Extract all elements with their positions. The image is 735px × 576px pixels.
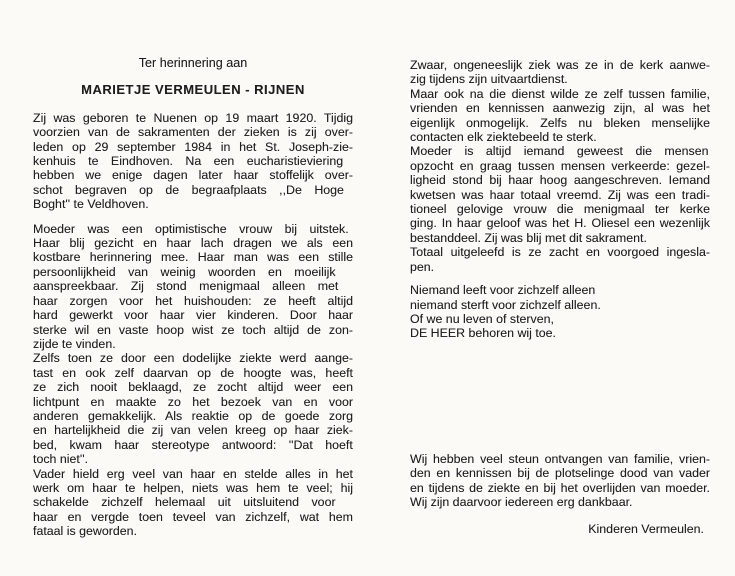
- text-line: toch niet''.: [33, 452, 89, 467]
- text-line: contacten elk ziektebeeld te sterk.: [410, 130, 597, 145]
- text-line: persoonlijkheid van weinig woorden en moeilijk: [33, 264, 336, 279]
- text-line: den en kennissen bij de plotselinge dood van vader: [410, 466, 710, 481]
- text-line: haar zorgen voor het huishouden: ze heeft altijd: [33, 293, 353, 308]
- text-line: Zij was geboren te Nuenen op 19 maart 1920. Tijdig: [33, 110, 353, 125]
- text-line: ging. In haar geloof was het H. Oliesel een wezenlijk: [410, 216, 710, 231]
- text-line: Zwaar, ongeneeslijk ziek was ze in de kerk aanwe-: [410, 58, 710, 72]
- text-line: Wij hebben veel steun ontvangen van familie, vrien-: [410, 451, 710, 466]
- acknowledgement-paragraph: [410, 452, 710, 510]
- memories-paragraph: [33, 222, 353, 539]
- text-line: kwetsen was haar totaal vreemd. Zij was een tradi-: [410, 187, 710, 202]
- text-line: haar en vergde toen teveel van zichzelf, wat hem: [33, 509, 353, 524]
- text-line: bestanddeel. Zij was blij met dit sakrament.: [410, 230, 647, 245]
- text-line: Wij zijn daarvoor iedereen erg dankbaar.: [410, 494, 633, 509]
- text-line: pen.: [410, 259, 435, 274]
- text-line: tast en ook zelf daarvan op de hoogte was, heeft: [33, 365, 353, 380]
- text-line: hebben we enige dagen later haar stoffelijk over-: [33, 168, 353, 183]
- text-line: schakelde zichzelf helemaal uit uitsluitend voor: [33, 495, 336, 510]
- memorial-header: Ter herinnering aan: [138, 56, 248, 70]
- left-column: [33, 56, 353, 539]
- text-line: eigenlijk onmogelijk. Zelfs nu bleken menselijke: [410, 115, 710, 130]
- text-line: sterke wil en vaste hoop wist ze toch altijd de zon-: [33, 322, 353, 337]
- scripture-verse: [410, 283, 710, 341]
- deceased-name-title: MARIETJE VERMEULEN - RIJNEN: [81, 82, 305, 98]
- text-line: zig tijdens zijn uitvaartdienst.: [410, 72, 568, 87]
- text-line: Maar ook na die dienst wilde ze zelf tussen familie,: [410, 86, 710, 101]
- biography-paragraph: [33, 111, 353, 212]
- text-line: Totaal uitgeleefd is ze zacht en voorgoed ingesla-: [410, 245, 710, 260]
- text-line: opzocht en graag tussen mensen verkeerde: gezel-: [410, 158, 710, 173]
- text-line: kostbare herinnering mee. Haar man was een stille: [33, 250, 353, 265]
- text-line: Of we nu leven of sterven,: [410, 311, 554, 326]
- text-line: Haar blij gezicht en haar lach dragen we als een: [33, 236, 353, 251]
- right-column: [410, 58, 710, 537]
- text-line: lichtpunt en maakte zo het bezoek van en voor: [33, 394, 353, 409]
- text-line: Boght'' te Veldhoven.: [33, 197, 149, 212]
- text-line: zijde te vinden.: [33, 336, 116, 351]
- text-line: Vader hield erg veel van haar en stelde alles in het: [33, 466, 353, 481]
- text-line: Zelfs toen ze door een dodelijke ziekte werd aange-: [33, 351, 353, 366]
- text-line: bed, kwam haar stereotype antwoord: ''Dat hoeft: [33, 437, 353, 452]
- signature-line: Kinderen Vermeulen.: [588, 522, 704, 537]
- text-line: aanspreekbaar. Zij stond menigmaal alleen met: [33, 279, 339, 294]
- text-line: werk om haar te helpen, niets was hem te veel; hij: [33, 480, 353, 495]
- text-line: anderen gemakkelijk. Als reaktie op de goede zorg: [33, 408, 353, 423]
- text-line: schot begraven op de begraafplaats ,,De Hoge: [33, 182, 344, 197]
- funeral-paragraph: [410, 58, 710, 274]
- text-line: tioneel gelovige vrouw die menigmaal ter kerke: [410, 202, 710, 217]
- text-line: Moeder is altijd iemand geweest die mensen: [410, 144, 709, 159]
- text-line: vrienden en kennissen aanwezig zijn, al was het: [410, 101, 710, 116]
- text-line: niemand sterft voor zichzelf alleen.: [410, 297, 601, 312]
- text-line: fataal is geworden.: [33, 524, 138, 539]
- text-line: Moeder was een optimistische vrouw bij uitstek.: [33, 221, 349, 236]
- text-line: en tijdens de ziekte en bij het overlijden van moeder.: [410, 480, 710, 495]
- text-line: DE HEER behoren wij toe.: [410, 326, 557, 341]
- text-line: Niemand leeft voor zichzelf alleen: [410, 283, 596, 298]
- text-line: voorzien van de sakramenten der zieken is zij over-: [33, 125, 353, 140]
- text-line: en hartelijkheid die zij van velen kreeg op haar ziek-: [33, 423, 353, 438]
- text-line: hard gewerkt voor haar vier kinderen. Door haar: [33, 308, 353, 323]
- text-line: leden op 29 september 1984 in het St. Joseph-zie-: [33, 139, 353, 154]
- text-line: kenhuis te Eindhoven. Na een eucharistieviering: [33, 154, 344, 169]
- text-line: ligheid stond bij haar hoog aangeschreven. Iemand: [410, 173, 710, 188]
- text-line: ze zich nooit beklaagd, ze zocht altijd weer een: [33, 380, 353, 395]
